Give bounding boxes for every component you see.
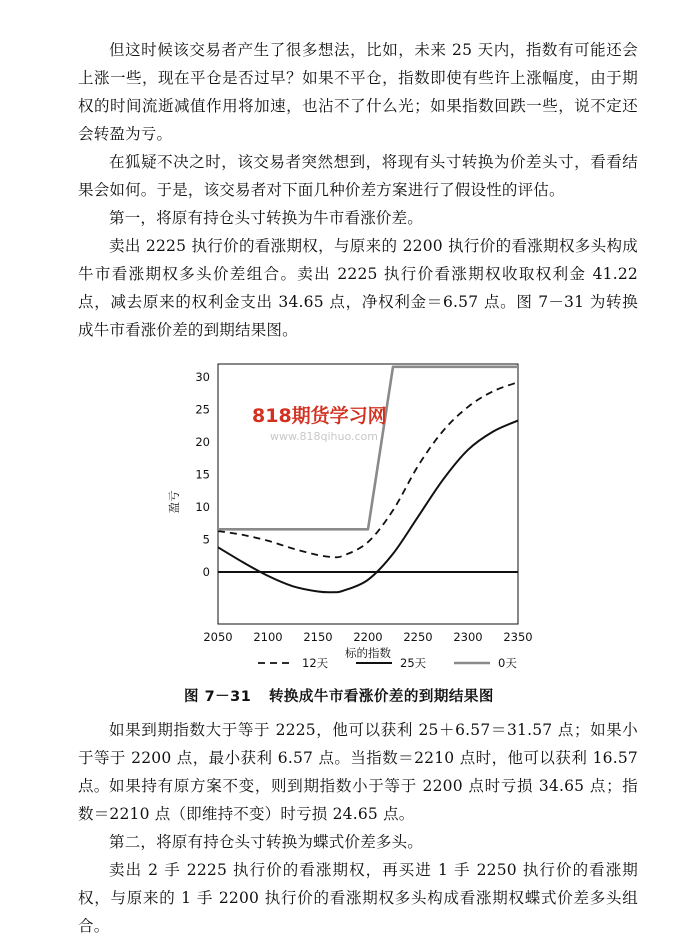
plot-frame [218, 364, 518, 624]
paragraph-2: 在狐疑不决之时，该交易者突然想到，将现有头寸转换为价差头寸，看看结果会如何。于是，该交易者对下面几种价差方案进行了假设性的评估。 [78, 153, 638, 199]
payoff-chart [150, 352, 550, 682]
legend-label-1: 12天 [302, 656, 329, 670]
y-tick-label: 10 [195, 500, 210, 514]
paragraph-6: 如果持有原方案不变，则到期指数小于等于 2200 点时亏损 34.65 点；指数＝2210 点（即维持不变）时亏损 24.65 点。 [78, 777, 638, 823]
y-tick-label: 15 [195, 467, 210, 482]
x-tick-label: 2250 [403, 630, 433, 644]
x-tick-label: 2050 [203, 630, 233, 644]
y-tick-label: 0 [202, 565, 210, 579]
y-tick-label: 25 [195, 402, 210, 417]
watermark-url: www.818qihuo.com [270, 430, 378, 443]
paragraph-4: 卖出 2225 执行价的看涨期权，与原来的 2200 执行价的看涨期权多头构成牛市看涨期权多头价差组合。卖出 2225 执行价看涨期权收取权利金 41.22 点，减去原来的权利金支出 34.65 点，净权利金＝6.57 点。图 7－31 为转换成牛市看涨价差的到期结果图。 [78, 237, 638, 339]
paragraph-5: 如果到期指数大于等于 2225，他可以获利 25＋6.57＝31.57 点；如果小于等于 2200 点，最小获利 6.57 点。当指数＝2210 点时，他可以获利 16.57 点。 [78, 721, 638, 795]
paragraph-3: 第一，将原有持仓头寸转换为牛市看涨价差。 [109, 209, 424, 227]
paragraph-1: 但这时候该交易者产生了很多想法，比如，未来 25 天内，指数有可能还会上涨一些，现在平仓是否过早？如果不平仓，指数即使有些许上涨幅度，由于期权的时间流逝减值作用将加速，也沾不了什么光；如果指数回跌一些，说不定还会转盈为亏。 [78, 41, 638, 143]
x-tick-label: 2350 [503, 630, 533, 644]
x-tick-label: 2150 [303, 630, 333, 644]
figure-caption [0, 685, 678, 706]
paragraph-8: 卖出 2 手 2225 执行价的看涨期权，再买进 1 手 2250 执行价的看涨期权，与原来的 1 手 2200 执行价的看涨期权多头构成看涨期权蝶式价差多头组合。 [78, 861, 638, 935]
figure-number: 图 7－31 [184, 689, 252, 705]
legend-label-3: 0天 [498, 656, 517, 670]
x-tick-label: 2200 [353, 630, 383, 644]
figure-title: 转换成牛市看涨价差的到期结果图 [268, 689, 494, 705]
y-tick-label: 30 [195, 370, 210, 384]
y-tick-label: 20 [195, 435, 210, 449]
watermark [252, 404, 387, 443]
y-tick-label: 5 [202, 532, 210, 547]
x-axis-label: 标的指数 [345, 646, 391, 660]
chart-axes [218, 364, 518, 624]
watermark-logo: 818期货学习网 [252, 405, 387, 427]
y-axis-label: 盈亏 [167, 490, 181, 514]
paragraph-7: 第二，将原有持仓头寸转换为蝶式价差多头。 [109, 833, 424, 851]
x-tick-label: 2300 [453, 630, 483, 644]
x-tick-label: 2100 [253, 630, 283, 644]
legend-label-2: 25天 [400, 656, 427, 670]
